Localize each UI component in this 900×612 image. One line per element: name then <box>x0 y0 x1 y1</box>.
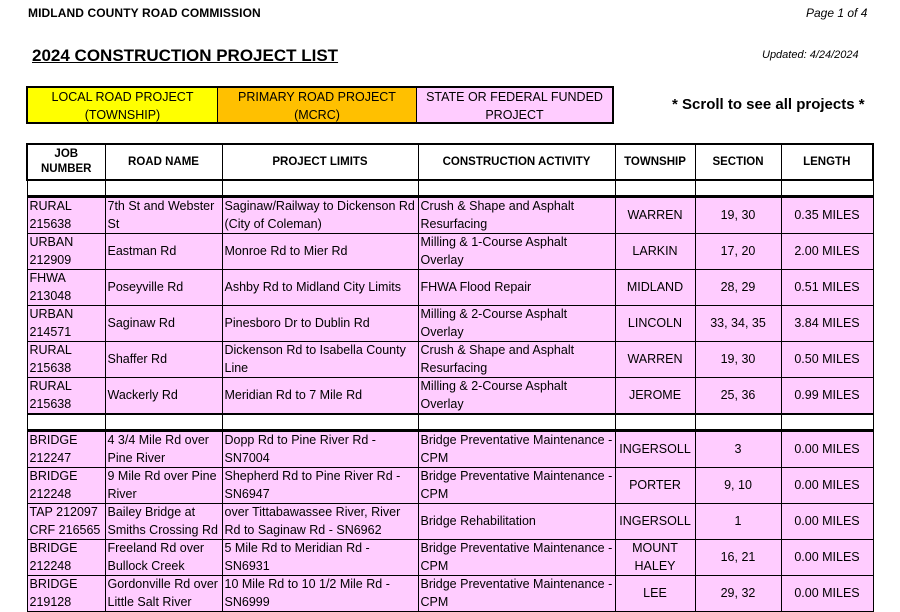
col-header-length: LENGTH <box>781 144 873 180</box>
page-title: 2024 CONSTRUCTION PROJECT LIST <box>32 46 339 65</box>
job-number-cell: BRIDGE 212247 <box>27 431 105 468</box>
organization-name: MIDLAND COUNTY ROAD COMMISSION <box>28 6 261 20</box>
township-cell: LEE <box>615 576 695 612</box>
spacer-cell <box>695 414 781 431</box>
spacer-cell <box>615 180 695 197</box>
township-cell: PORTER <box>615 468 695 504</box>
table-row <box>27 234 873 270</box>
col-header-job-number: JOB NUMBER <box>27 144 105 180</box>
col-header-construction-activity: CONSTRUCTION ACTIVITY <box>418 144 615 180</box>
construction-activity-cell: Bridge Preventative Maintenance - CPM <box>418 576 615 612</box>
construction-activity-cell: Milling & 2-Course Asphalt Overlay <box>418 378 615 415</box>
table-row <box>27 504 873 540</box>
project-limits-cell: 5 Mile Rd to Meridian Rd - SN6931 <box>222 540 418 576</box>
table-row <box>27 576 873 612</box>
col-header-road-name: ROAD NAME <box>105 144 222 180</box>
length-cell: 0.00 MILES <box>781 468 873 504</box>
road-name-cell: Wackerly Rd <box>105 378 222 415</box>
road-name-cell: Shaffer Rd <box>105 342 222 378</box>
job-number-cell: URBAN 212909 <box>27 234 105 270</box>
spacer-cell <box>781 180 873 197</box>
construction-activity-cell: Crush & Shape and Asphalt Resurfacing <box>418 197 615 234</box>
project-limits-cell: Monroe Rd to Mier Rd <box>222 234 418 270</box>
job-number-cell: FHWA 213048 <box>27 270 105 306</box>
spacer-cell <box>27 414 105 431</box>
table-row <box>27 468 873 504</box>
township-cell: INGERSOLL <box>615 431 695 468</box>
construction-activity-cell: Bridge Preventative Maintenance - CPM <box>418 431 615 468</box>
legend-state-federal: STATE OR FEDERAL FUNDED PROJECT <box>417 88 612 122</box>
township-cell: JEROME <box>615 378 695 415</box>
table-row <box>27 540 873 576</box>
project-limits-cell: Dickenson Rd to Isabella County Line <box>222 342 418 378</box>
section-cell: 16, 21 <box>695 540 781 576</box>
length-cell: 0.51 MILES <box>781 270 873 306</box>
project-table <box>26 143 874 612</box>
job-number-cell: BRIDGE 212248 <box>27 468 105 504</box>
section-cell: 1 <box>695 504 781 540</box>
length-cell: 0.00 MILES <box>781 540 873 576</box>
legend-local-road: LOCAL ROAD PROJECT (TOWNSHIP) <box>28 88 218 122</box>
project-limits-cell: Pinesboro Dr to Dublin Rd <box>222 306 418 342</box>
section-cell: 3 <box>695 431 781 468</box>
township-cell: LINCOLN <box>615 306 695 342</box>
project-limits-cell: over Tittabawassee River, River Rd to Saginaw Rd - SN6962 <box>222 504 418 540</box>
road-name-cell: Gordonville Rd over Little Salt River <box>105 576 222 612</box>
job-number-cell: URBAN 214571 <box>27 306 105 342</box>
table-header-row <box>27 144 873 180</box>
spacer-cell <box>781 414 873 431</box>
table-row <box>27 431 873 468</box>
section-cell: 29, 32 <box>695 576 781 612</box>
project-limits-cell: 10 Mile Rd to 10 1/2 Mile Rd - SN6999 <box>222 576 418 612</box>
job-number-cell: RURAL 215638 <box>27 378 105 415</box>
length-cell: 0.35 MILES <box>781 197 873 234</box>
length-cell: 0.00 MILES <box>781 504 873 540</box>
col-header-section: SECTION <box>695 144 781 180</box>
township-cell: INGERSOLL <box>615 504 695 540</box>
color-legend <box>26 86 614 124</box>
road-name-cell: Eastman Rd <box>105 234 222 270</box>
length-cell: 0.00 MILES <box>781 576 873 612</box>
spacer-cell <box>27 180 105 197</box>
project-limits-cell: Dopp Rd to Pine River Rd - SN7004 <box>222 431 418 468</box>
township-cell: WARREN <box>615 342 695 378</box>
road-name-cell: Poseyville Rd <box>105 270 222 306</box>
spacer-cell <box>222 414 418 431</box>
spacer-cell <box>222 180 418 197</box>
project-limits-cell: Ashby Rd to Midland City Limits <box>222 270 418 306</box>
table-row <box>27 342 873 378</box>
construction-activity-cell: Crush & Shape and Asphalt Resurfacing <box>418 342 615 378</box>
section-cell: 25, 36 <box>695 378 781 415</box>
section-cell: 17, 20 <box>695 234 781 270</box>
spacer-cell <box>418 414 615 431</box>
township-cell: MIDLAND <box>615 270 695 306</box>
spacer-cell <box>105 414 222 431</box>
section-cell: 28, 29 <box>695 270 781 306</box>
road-name-cell: Freeland Rd over Bullock Creek <box>105 540 222 576</box>
construction-activity-cell: Milling & 2-Course Asphalt Overlay <box>418 306 615 342</box>
group-spacer-row <box>27 180 873 197</box>
table-row <box>27 270 873 306</box>
road-name-cell: Saginaw Rd <box>105 306 222 342</box>
job-number-cell: BRIDGE 219128 <box>27 576 105 612</box>
table-body <box>27 180 873 612</box>
length-cell: 0.00 MILES <box>781 431 873 468</box>
scroll-note: * Scroll to see all projects * <box>672 96 865 113</box>
road-name-cell: Bailey Bridge at Smiths Crossing Rd <box>105 504 222 540</box>
job-number-cell: BRIDGE 212248 <box>27 540 105 576</box>
construction-activity-cell: Bridge Rehabilitation <box>418 504 615 540</box>
job-number-cell: RURAL 215638 <box>27 197 105 234</box>
section-cell: 19, 30 <box>695 197 781 234</box>
spacer-cell <box>615 414 695 431</box>
section-cell: 9, 10 <box>695 468 781 504</box>
col-header-township: TOWNSHIP <box>615 144 695 180</box>
township-cell: MOUNT HALEY <box>615 540 695 576</box>
col-header-project-limits: PROJECT LIMITS <box>222 144 418 180</box>
section-cell: 19, 30 <box>695 342 781 378</box>
spacer-cell <box>418 180 615 197</box>
spacer-cell <box>695 180 781 197</box>
road-name-cell: 4 3/4 Mile Rd over Pine River <box>105 431 222 468</box>
construction-activity-cell: Bridge Preventative Maintenance - CPM <box>418 468 615 504</box>
table-row <box>27 197 873 234</box>
updated-date: Updated: 4/24/2024 <box>762 49 859 61</box>
township-cell: WARREN <box>615 197 695 234</box>
legend-primary-road: PRIMARY ROAD PROJECT (MCRC) <box>218 88 417 122</box>
road-name-cell: 9 Mile Rd over Pine River <box>105 468 222 504</box>
spacer-cell <box>105 180 222 197</box>
construction-activity-cell: Milling & 1-Course Asphalt Overlay <box>418 234 615 270</box>
group-spacer-row <box>27 414 873 431</box>
page-indicator: Page 1 of 4 <box>806 6 868 20</box>
project-limits-cell: Meridian Rd to 7 Mile Rd <box>222 378 418 415</box>
length-cell: 3.84 MILES <box>781 306 873 342</box>
township-cell: LARKIN <box>615 234 695 270</box>
section-cell: 33, 34, 35 <box>695 306 781 342</box>
table-row <box>27 378 873 415</box>
road-name-cell: 7th St and Webster St <box>105 197 222 234</box>
project-limits-cell: Saginaw/Railway to Dickenson Rd (City of Coleman) <box>222 197 418 234</box>
length-cell: 2.00 MILES <box>781 234 873 270</box>
construction-activity-cell: Bridge Preventative Maintenance - CPM <box>418 540 615 576</box>
project-limits-cell: Shepherd Rd to Pine River Rd - SN6947 <box>222 468 418 504</box>
length-cell: 0.50 MILES <box>781 342 873 378</box>
table-row <box>27 306 873 342</box>
job-number-cell: TAP 212097 CRF 216565 <box>27 504 105 540</box>
length-cell: 0.99 MILES <box>781 378 873 415</box>
construction-activity-cell: FHWA Flood Repair <box>418 270 615 306</box>
job-number-cell: RURAL 215638 <box>27 342 105 378</box>
